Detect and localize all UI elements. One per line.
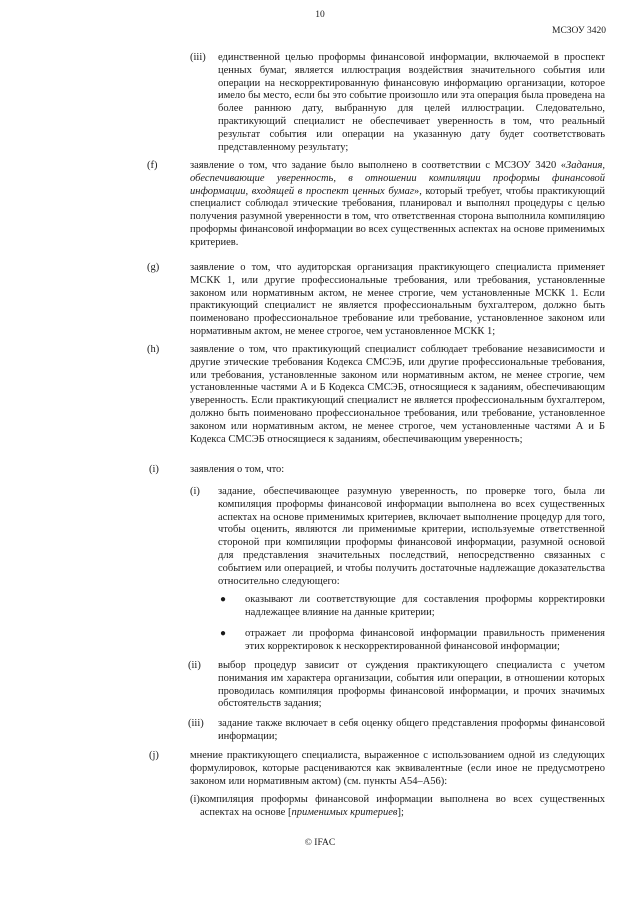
item-i-marker: (i) (149, 464, 159, 475)
item-j-sub-i-text-italic: применимых критериев (291, 806, 398, 818)
item-i-sub-ii-text: выбор процедур зависит от суждения практикующего специалиста с учетом понимания им характера организации, события или операции, в отношении которых проводилась компиляция проформы финансовой информации, и прочих значимых обстоятельств задания; (218, 660, 605, 710)
bullet-1-icon: ● (220, 594, 227, 605)
item-g-marker: (g) (147, 262, 160, 273)
item-f-text-italic: Задания, обеспечивающие уверенность, в отношении компиляции проформы финансовой информации, входящей в проспект ценных бумаг (190, 160, 605, 197)
item-i-sub-iii-text: задание также включает в себя оценку общего представления проформы финансовой информации; (218, 718, 605, 742)
item-f-text-before: заявление о том, что задание было выполнено в соответствии с МСЗОУ 3420 « (190, 160, 567, 171)
item-j-sub-i-text-after: ]; (397, 806, 404, 818)
item-h-text: заявление о том, что практикующий специалист соблюдает требование независимости и другие этические требования Кодекса СМСЭБ, или другие профессиональные требования, или требования, установленные законом или нормативным актом, не менее строгие, чем установленные частями А и Б Кодекса СМСЭБ, относящиеся к заданиям, обеспечивающим уверенность. Если практикующий специалист не является профессиональным бухгалтером, должно быть поименовано профессиональное требования, или требование, установленное законом или нормативным актом, не менее строгое, чем установленные частями А и Б Кодекса СМСЭБ относящиеся к заданиям, обеспечивающим уверенность; (190, 344, 605, 445)
footer-copyright: © IFAC (304, 838, 336, 848)
item-j-sub-i-text-before: компиляция проформы финансовой информации выполнена во всех существенных аспектах на основе [ (200, 794, 605, 818)
item-iii-text: единственной целью проформы финансовой информации, включаемой в проспект ценных бумаг, является иллюстрация воздействия значительного события или операции на нескорректированную финансовую информацию организации, которое имело бы место, если бы это событие произошло или эта операция была проведена на более раннюю дату, выбранную для целей иллюстрации. Следовательно, практикующий специалист не обеспечивает уверенность в том, что реальный результат события или операции на указанную дату будет соответствовать представленному результату; (218, 52, 605, 153)
item-i-sub-iii-marker: (iii) (188, 718, 204, 729)
item-i-text: заявления о том, что: (190, 464, 285, 475)
item-i-bullet-1: оказывают ли соответствующие для составления проформы корректировки надлежащее влияние на данные критерии; (245, 594, 605, 618)
item-g-text: заявление о том, что аудиторская организация практикующего специалиста применяет МСКК 1, или другие профессиональные требования, или требования, установленные законом или нормативным актом, не менее строгие, чем установленные МСКК 1. Если практикующий специалист не является профессиональным бухгалтером, должно быть поименовано профессиональное требование или требование, установленное законом или нормативным актом, не менее строгое, чем установленное МСКК 1; (190, 262, 605, 337)
item-j-marker: (j) (149, 750, 159, 761)
document-code: МСЗОУ 3420 (552, 26, 606, 36)
item-i-sub-i-marker: (i) (190, 486, 200, 497)
item-iii-marker: (iii) (190, 52, 206, 63)
item-i-sub-ii-marker: (ii) (188, 660, 201, 671)
item-h-marker: (h) (147, 344, 160, 355)
item-f-text-after: », который требует, чтобы практикующий специалист соблюдал этические требования, планировал и выполнял процедуры с целью получения разумной уверенности в том, что ответственная сторона выполнила компиляцию проформы финансовой информации во всех существенных аспектах на основе применимых критериев. (190, 185, 605, 248)
item-j-text: мнение практикующего специалиста, выраженное с использованием одной из следующих формулировок, которые расцениваются как эквивалентные (если иное не предусмотрено законом или нормативным актом) (см. пункты А54–А56): (190, 750, 605, 787)
item-f-marker: (f) (147, 160, 158, 171)
item-j-sub-i-marker: (i) (190, 794, 200, 805)
item-j-sub-i-text (200, 794, 605, 820)
item-i-sub-i-text: задание, обеспечивающее разумную уверенность, по проверке того, была ли компиляция проформы финансовой информации выполнена во всех существенных аспектах на основе применимых критериев, включает выполнение процедур для того, чтобы оценить, являются ли применимые критерии, используемые ответственной стороной при компиляции проформы финансовой информации, разумной основой для представления значительных последствий, непосредственно связанных с событием или операцией, и чтобы получить достаточные надлежащие доказательства относительно следующего: (218, 486, 605, 587)
item-i-bullet-2: отражает ли проформа финансовой информации правильность применения этих корректировок к нескорректированной финансовой информации; (245, 628, 605, 652)
page-number: 10 (315, 10, 325, 20)
bullet-2-icon: ● (220, 628, 227, 639)
item-f-text (190, 160, 605, 250)
